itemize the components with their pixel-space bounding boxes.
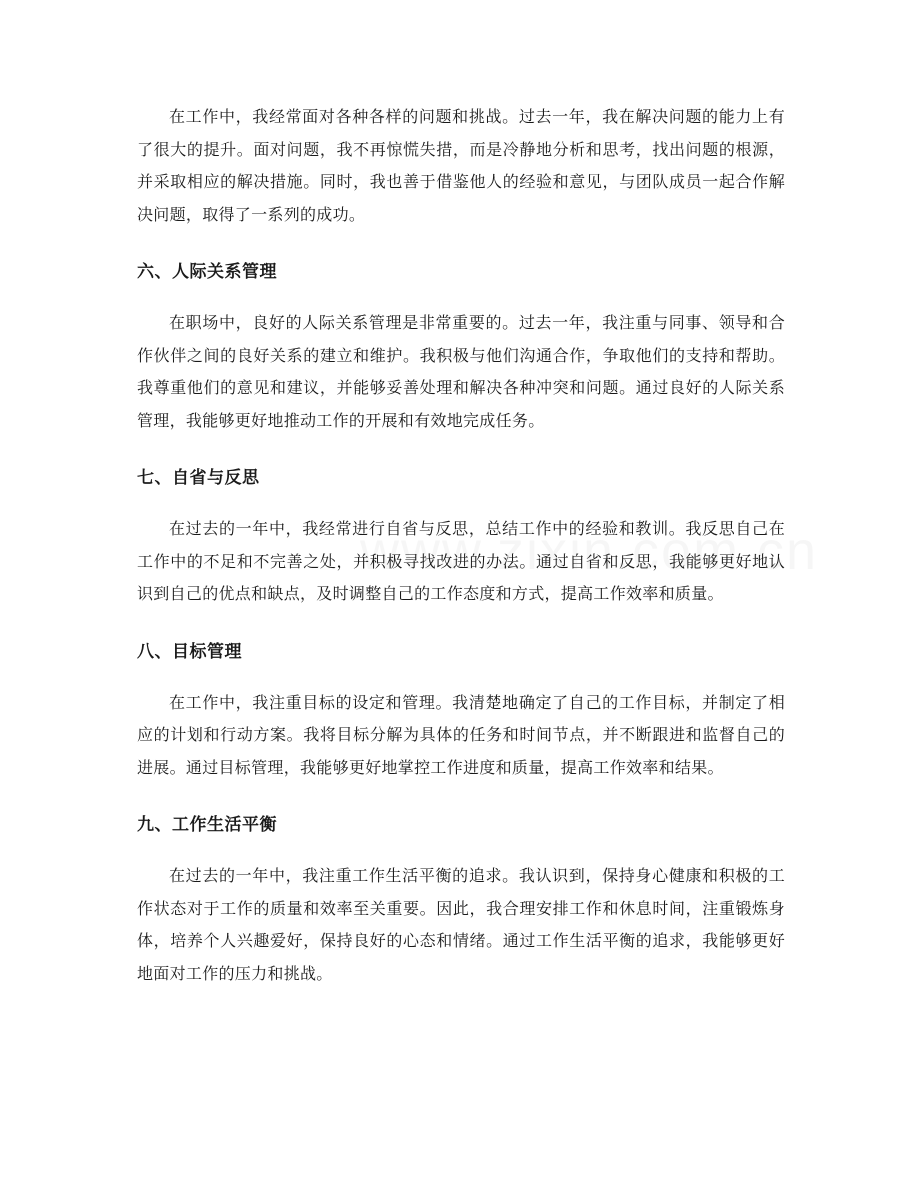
section-paragraph-6: 在职场中，良好的人际关系管理是非常重要的。过去一年，我注重与同事、领导和合作伙伴之间的良好关系的建立和维护。我积极与他们沟通合作，争取他们的支持和帮助。我尊重他们的意见和建议，并能够妥善处理和解决各种冲突和问题。通过良好的人际关系管理，我能够更好地推动工作的开展和有效地完成任务。 xyxy=(137,313,785,430)
intro-paragraph: 在工作中，我经常面对各种各样的问题和挑战。过去一年，我在解决问题的能力上有了很大的提升。面对问题，我不再惊慌失措，而是冷静地分析和思考，找出问题的根源，并采取相应的解决措施。同时，我也善于借鉴他人的经验和意见，与团队成员一起合作解决问题，取得了一系列的成功。 xyxy=(137,107,785,224)
document-page xyxy=(137,101,785,990)
section-heading-6: 六、人际关系管理 xyxy=(137,262,277,282)
section-paragraph-7: 在过去的一年中，我经常进行自省与反思，总结工作中的经验和教训。我反思自己在工作中的不足和不完善之处，并积极寻找改进的办法。通过自省和反思，我能够更好地认识到自己的优点和缺点，及时调整自己的工作态度和方式，提高工作效率和质量。 xyxy=(137,519,785,603)
section-paragraph-8: 在工作中，我注重目标的设定和管理。我清楚地确定了自己的工作目标，并制定了相应的计划和行动方案。我将目标分解为具体的任务和时间节点，并不断跟进和监督自己的进展。通过目标管理，我能够更好地掌控工作进度和质量，提高工作效率和结果。 xyxy=(137,692,785,777)
section-heading-9: 九、工作生活平衡 xyxy=(137,815,277,835)
section-heading-7: 七、自省与反思 xyxy=(137,468,260,488)
section-heading-8: 八、目标管理 xyxy=(137,641,242,662)
section-paragraph-9: 在过去的一年中，我注重工作生活平衡的追求。我认识到，保持身心健康和积极的工作状态对于工作的质量和效率至关重要。因此，我合理安排工作和休息时间，注重锻炼身体，培养个人兴趣爱好，保持良好的心态和情绪。通过工作生活平衡的追求，我能够更好地面对工作的压力和挑战。 xyxy=(137,866,785,983)
